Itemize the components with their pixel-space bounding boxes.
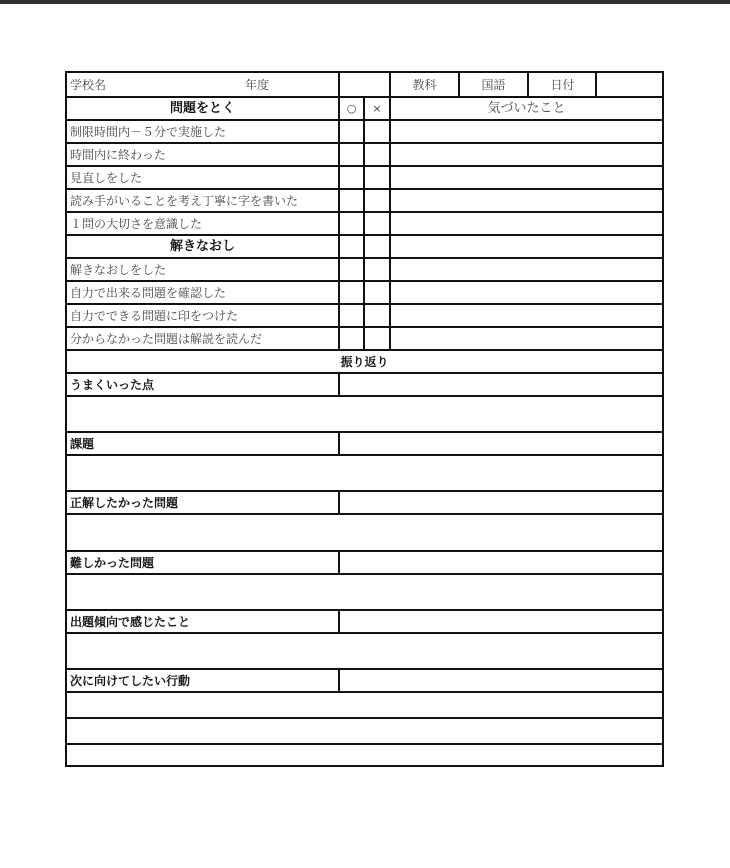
reflection-inline-field[interactable]	[340, 374, 662, 395]
cross-checkbox[interactable]	[365, 282, 389, 303]
circle-checkbox[interactable]	[340, 190, 363, 211]
circle-checkbox[interactable]	[340, 121, 363, 142]
reflection-title: 振り返り	[340, 354, 389, 369]
reflection-inline-field[interactable]	[340, 670, 662, 691]
reflection-answer-area[interactable]	[67, 575, 662, 611]
checklist-item-label: １問の大切さを意識した	[70, 216, 203, 231]
notes-field[interactable]	[391, 236, 662, 257]
circle-checkbox[interactable]	[340, 259, 363, 280]
cross-checkbox[interactable]	[365, 328, 389, 349]
reflection-label: 出題傾向で感じたこと	[70, 614, 191, 629]
notes-field[interactable]	[391, 282, 662, 303]
notes-field[interactable]	[391, 144, 662, 165]
circle-checkbox[interactable]	[340, 305, 363, 326]
circle-checkbox[interactable]	[340, 328, 363, 349]
reflection-inline-field[interactable]	[340, 611, 662, 632]
circle-checkbox[interactable]	[340, 282, 363, 303]
checklist-item-label: 時間内に終わった	[70, 147, 166, 162]
window-top-bar	[0, 0, 730, 4]
checklist-row	[67, 282, 662, 305]
circle-checkbox[interactable]	[340, 236, 363, 257]
checklist-item-label: 制限時間内－５分で実施した	[70, 124, 227, 139]
section-title-row	[67, 236, 662, 259]
reflection-label: 正解したかった問題	[70, 495, 179, 510]
cross-checkbox[interactable]	[365, 236, 389, 257]
notes-field[interactable]	[391, 121, 662, 142]
school-name-label: 学校名	[70, 77, 107, 92]
reflection-label-row	[67, 611, 662, 634]
notes-field[interactable]	[391, 190, 662, 211]
cross-checkbox[interactable]	[365, 213, 389, 234]
reflection-label: 難しかった問題	[70, 555, 155, 570]
circle-checkbox[interactable]	[340, 144, 363, 165]
reflection-inline-field[interactable]	[340, 552, 662, 573]
reflection-label: うまくいった点	[70, 377, 155, 392]
year-value-field[interactable]	[340, 73, 390, 96]
reflection-label-row	[67, 670, 662, 693]
cross-column-header: ×	[372, 102, 382, 115]
action-line[interactable]	[67, 745, 662, 765]
year-label: 年度	[245, 77, 270, 92]
cross-checkbox[interactable]	[365, 190, 389, 211]
checklist-item-label: 解きなおしをした	[70, 262, 167, 277]
cross-checkbox[interactable]	[365, 259, 389, 280]
section-title-solve: 問題をとく	[169, 101, 235, 116]
circle-checkbox[interactable]	[340, 213, 363, 234]
checklist-item-label: 読み手がいることを考え丁寧に字を書いた	[70, 193, 299, 208]
checklist-item-label: 自力でできる問題に印をつけた	[70, 308, 239, 323]
header-row	[67, 73, 662, 98]
reflection-answer-area[interactable]	[67, 456, 662, 492]
subject-label: 教科	[412, 77, 437, 92]
checklist-row	[67, 167, 662, 190]
reflection-answer-area[interactable]	[67, 634, 662, 670]
reflection-answer-area[interactable]	[67, 397, 662, 433]
checklist-row	[67, 121, 662, 144]
checklist-row	[67, 144, 662, 167]
reflection-inline-field[interactable]	[340, 492, 662, 513]
date-label: 日付	[550, 77, 575, 92]
checklist-row	[67, 259, 662, 282]
checklist-item-label: 見直しをした	[70, 170, 143, 185]
checklist-item-label: 自力で出来る問題を確認した	[70, 285, 227, 300]
cross-checkbox[interactable]	[365, 167, 389, 188]
cross-checkbox[interactable]	[365, 305, 389, 326]
notes-column-header: 気づいたこと	[487, 101, 566, 116]
checklist-row	[67, 190, 662, 213]
reflection-label-row	[67, 374, 662, 397]
date-value-field[interactable]	[597, 73, 662, 96]
reflection-label-row	[67, 492, 662, 515]
cross-checkbox[interactable]	[365, 144, 389, 165]
reflection-title-row	[67, 351, 662, 374]
notes-field[interactable]	[391, 167, 662, 188]
reflection-inline-field[interactable]	[340, 433, 662, 454]
checklist-row	[67, 328, 662, 351]
checklist-row	[67, 305, 662, 328]
notes-field[interactable]	[391, 259, 662, 280]
checklist-item-label: 分からなかった問題は解説を読んだ	[70, 331, 263, 346]
notes-field[interactable]	[391, 328, 662, 349]
action-line[interactable]	[67, 719, 662, 745]
review-sheet	[65, 71, 664, 767]
subject-value: 国語	[481, 77, 506, 92]
reflection-label-row	[67, 433, 662, 456]
checklist-row	[67, 213, 662, 236]
notes-field[interactable]	[391, 213, 662, 234]
circle-checkbox[interactable]	[340, 167, 363, 188]
column-header-row	[67, 98, 662, 121]
action-line[interactable]	[67, 693, 662, 719]
circle-column-header: ○	[346, 102, 357, 115]
reflection-label: 課題	[70, 436, 95, 451]
reflection-label: 次に向けてしたい行動	[70, 673, 191, 688]
cross-checkbox[interactable]	[365, 121, 389, 142]
reflection-answer-area[interactable]	[67, 515, 662, 552]
notes-field[interactable]	[391, 305, 662, 326]
reflection-label-row	[67, 552, 662, 575]
section-title-review: 解きなおし	[169, 239, 235, 254]
